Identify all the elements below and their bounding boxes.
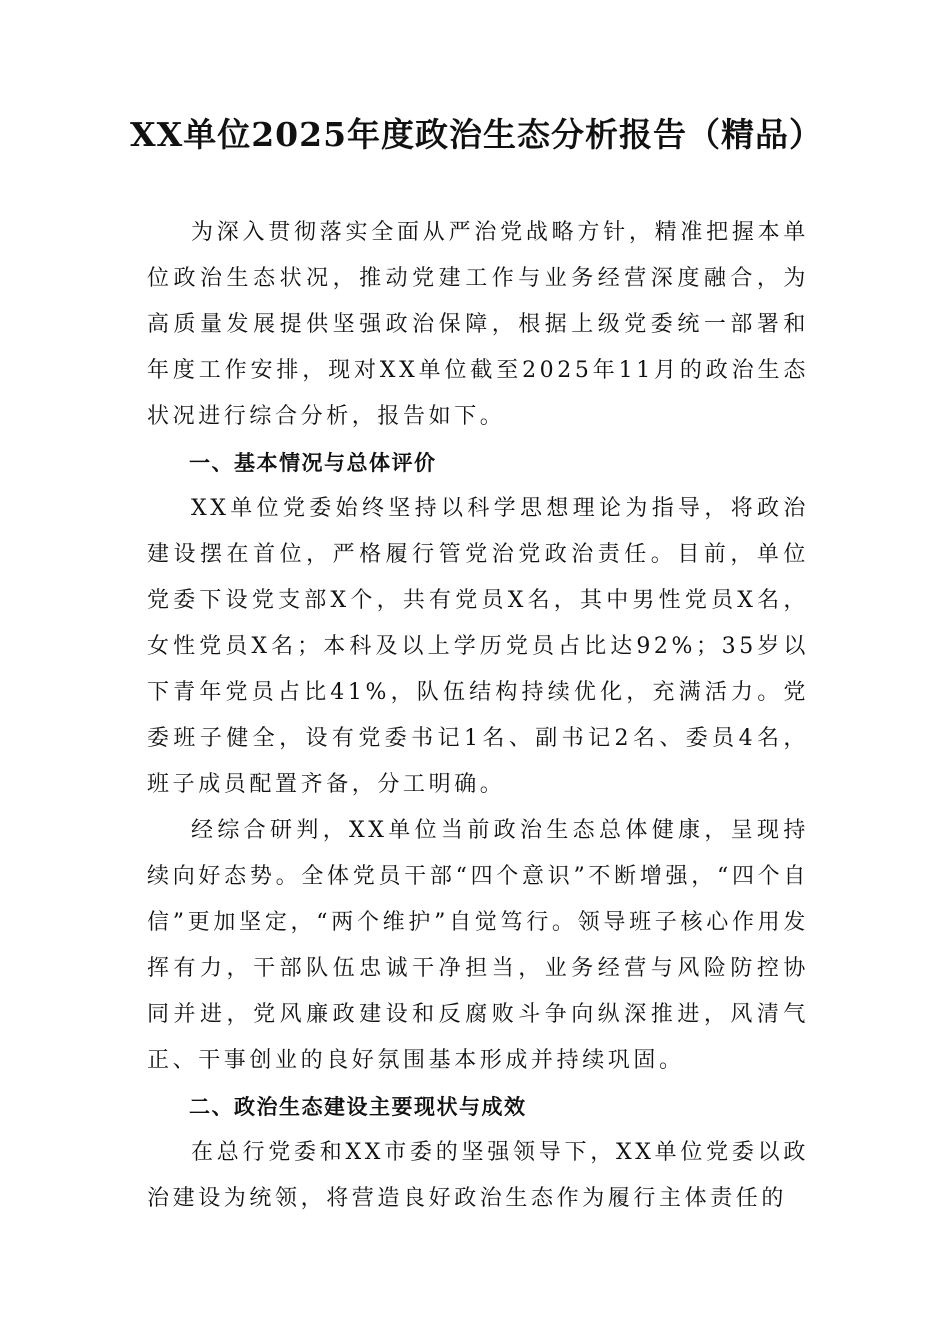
section-1-heading: 一、基本情况与总体评价 [189, 451, 437, 475]
document-body [147, 210, 809, 1222]
section-1-paragraph-2: 经综合研判，XX单位当前政治生态总体健康，呈现持续向好态势。全体党员干部“四个意识”不断增强，“四个自信”更加坚定，“两个维护”自觉笃行。领导班子核心作用发挥有力，干部队伍忠诚干净担当，业务经营与风险防控协同并进，党风廉政建设和反腐败斗争向纵深推进，风清气正、干事创业的良好氛围基本形成并持续巩固。 [147, 818, 809, 1073]
section-1-paragraph-1: XX单位党委始终坚持以科学思想理论为指导，将政治建设摆在首位，严格履行管党治党政治责任。目前，单位党委下设党支部X个，共有党员X名，其中男性党员X名，女性党员X名；本科及以上学历党员占比达92%；35岁以下青年党员占比41%，队伍结构持续优化，充满活力。党委班子健全，设有党委书记1名、副书记2名、委员4名，班子成员配置齐备，分工明确。 [147, 496, 809, 797]
intro-paragraph: 为深入贯彻落实全面从严治党战略方针，精准把握本单位政治生态状况，推动党建工作与业务经营深度融合，为高质量发展提供坚强政治保障，根据上级党委统一部署和年度工作安排，现对XX单位截至2025年11月的政治生态状况进行综合分析，报告如下。 [147, 220, 809, 429]
document-title: XX单位2025年度政治生态分析报告（精品） [130, 115, 824, 154]
section-2-paragraph-1: 在总行党委和XX市委的坚强领导下，XX单位党委以政治建设为统领，将营造良好政治生态作为履行主体责任的 [147, 1140, 809, 1211]
section-2-heading: 二、政治生态建设主要现状与成效 [189, 1095, 527, 1119]
